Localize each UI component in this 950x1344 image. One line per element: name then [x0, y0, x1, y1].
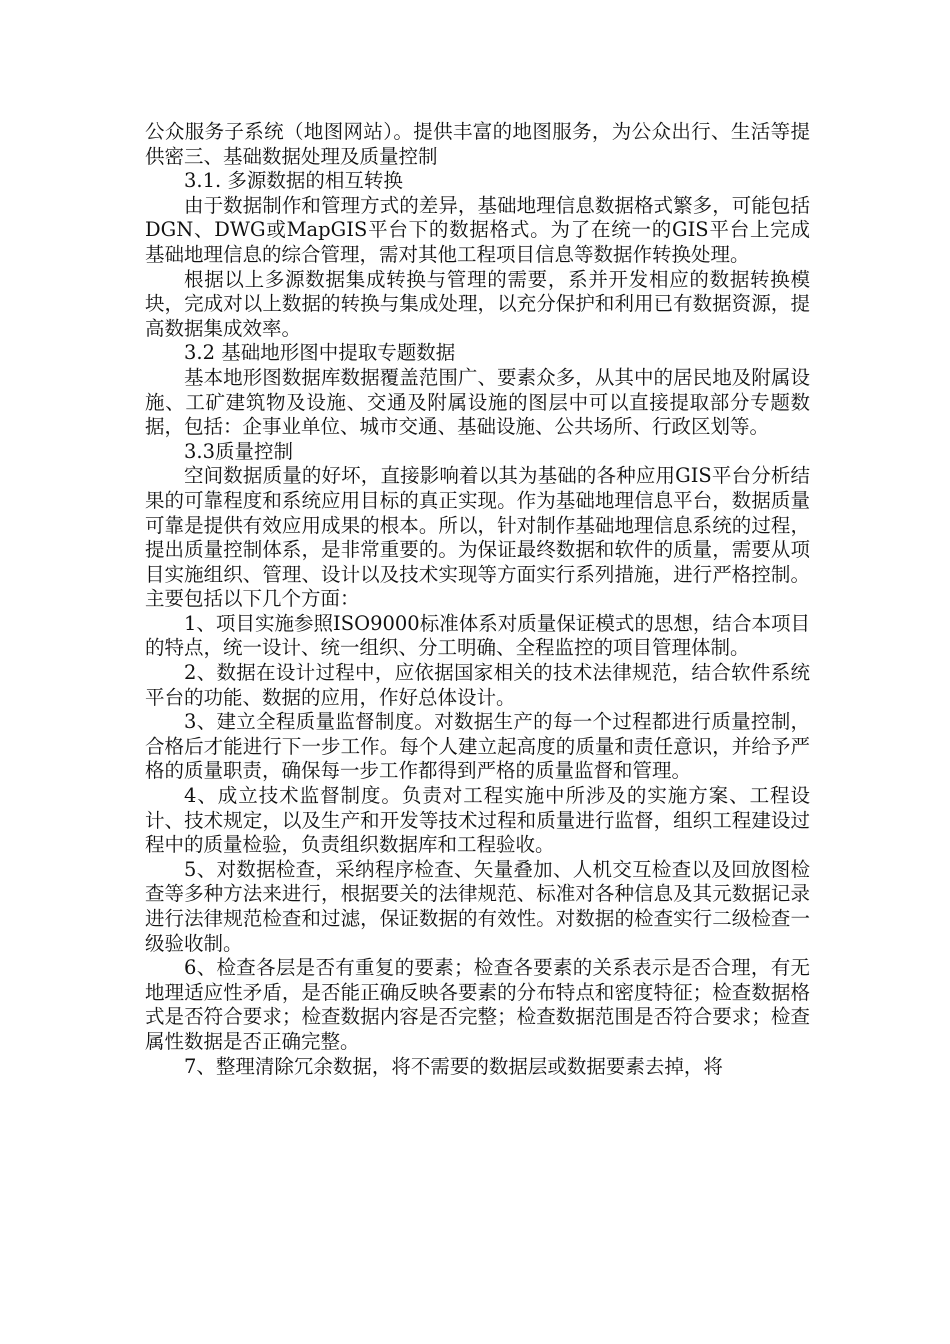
paragraph-topographic-extraction: 基本地形图数据库数据覆盖范围广、要素众多，从其中的居民地及附属设施、工矿建筑物及设施、交通及附属设施的图层中可以直接提取部分专题数据，包括：企事业单位、城市交通、基础设施、公共场所、行政区划等。 — [145, 365, 810, 439]
list-item-4: 4、成立技术监督制度。负责对工程实施中所涉及的实施方案、工程设计、技术规定，以及生产和开发等技术过程和质量进行监督，组织工程建设过程中的质量检验，负责组织数据库和工程验收。 — [145, 784, 810, 857]
paragraph-data-formats: 由于数据制作和管理方式的差异，基础地理信息数据格式繁多，可能包括DGN、DWG或MapGIS平台下的数据格式。为了在统一的GIS平台上完成基础地理信息的综合管理，需对其他工程项目信息等数据作转换处理。 — [145, 193, 810, 266]
list-item-1: 1、项目实施参照ISO9000标准体系对质量保证模式的思想，结合本项目的特点，统一设计、统一组织、分工明确、全程监控的项目管理体制。 — [145, 611, 810, 660]
list-item-7: 7、整理清除冗余数据，将不需要的数据层或数据要素去掉，将 — [184, 1054, 723, 1078]
paragraph-intro: 公众服务子系统（地图网站）。提供丰富的地图服务，为公众出行、生活等提供密三、基础数据处理及质量控制 — [145, 120, 810, 168]
section-heading-3-3: 3.3质量控制 — [184, 439, 294, 463]
list-item-3: 3、建立全程质量监督制度。对数据生产的每一个过程都进行质量控制，合格后才能进行下一步工作。每个人建立起高度的质量和责任意识，并给予严格的质量职责，确保每一步工作都得到严格的质量监督和管理。 — [145, 710, 810, 783]
list-item-5: 5、对数据检查，采纳程序检查、矢量叠加、人机交互检查以及回放图检查等多种方法来进行，根据要关的法律规范、标准对各种信息及其元数据记录进行法律规范检查和过滤，保证数据的有效性。对数据的检查实行二级检查一级验收制。 — [145, 857, 810, 955]
document-body — [145, 120, 810, 1079]
paragraph-quality-overview: 空间数据质量的好坏，直接影响着以其为基础的各种应用GIS平台分析结果的可靠程度和系统应用目标的真正实现。作为基础地理信息平台，数据质量可靠是提供有效应用成果的根本。所以，针对制作基础地理信息系统的过程，提出质量控制体系，是非常重要的。为保证最终数据和软件的质量，需要从项目实施组织、管理、设计以及技术实现等方面实行系列措施，进行严格控制。主要包括以下几个方面： — [145, 464, 810, 611]
section-heading-3-1: 3.1. 多源数据的相互转换 — [184, 169, 403, 193]
list-item-6: 6、检查各层是否有重复的要素；检查各要素的关系表示是否合理，有无地理适应性矛盾，是否能正确反映各要素的分布特点和密度特征；检查数据格式是否符合要求；检查数据内容是否完整；检查数据范围是否符合要求；检查属性数据是否正确完整。 — [145, 956, 810, 1053]
section-heading-3-2: 3.2 基础地形图中提取专题数据 — [184, 341, 456, 365]
list-item-2: 2、数据在设计过程中，应依据国家相关的技术法律规范，结合软件系统平台的功能、数据的应用，作好总体设计。 — [145, 661, 810, 709]
paragraph-conversion-module: 根据以上多源数据集成转换与管理的需要，系并开发相应的数据转换模块，完成对以上数据的转换与集成处理，以充分保护和利用已有数据资源，提高数据集成效率。 — [145, 267, 810, 340]
